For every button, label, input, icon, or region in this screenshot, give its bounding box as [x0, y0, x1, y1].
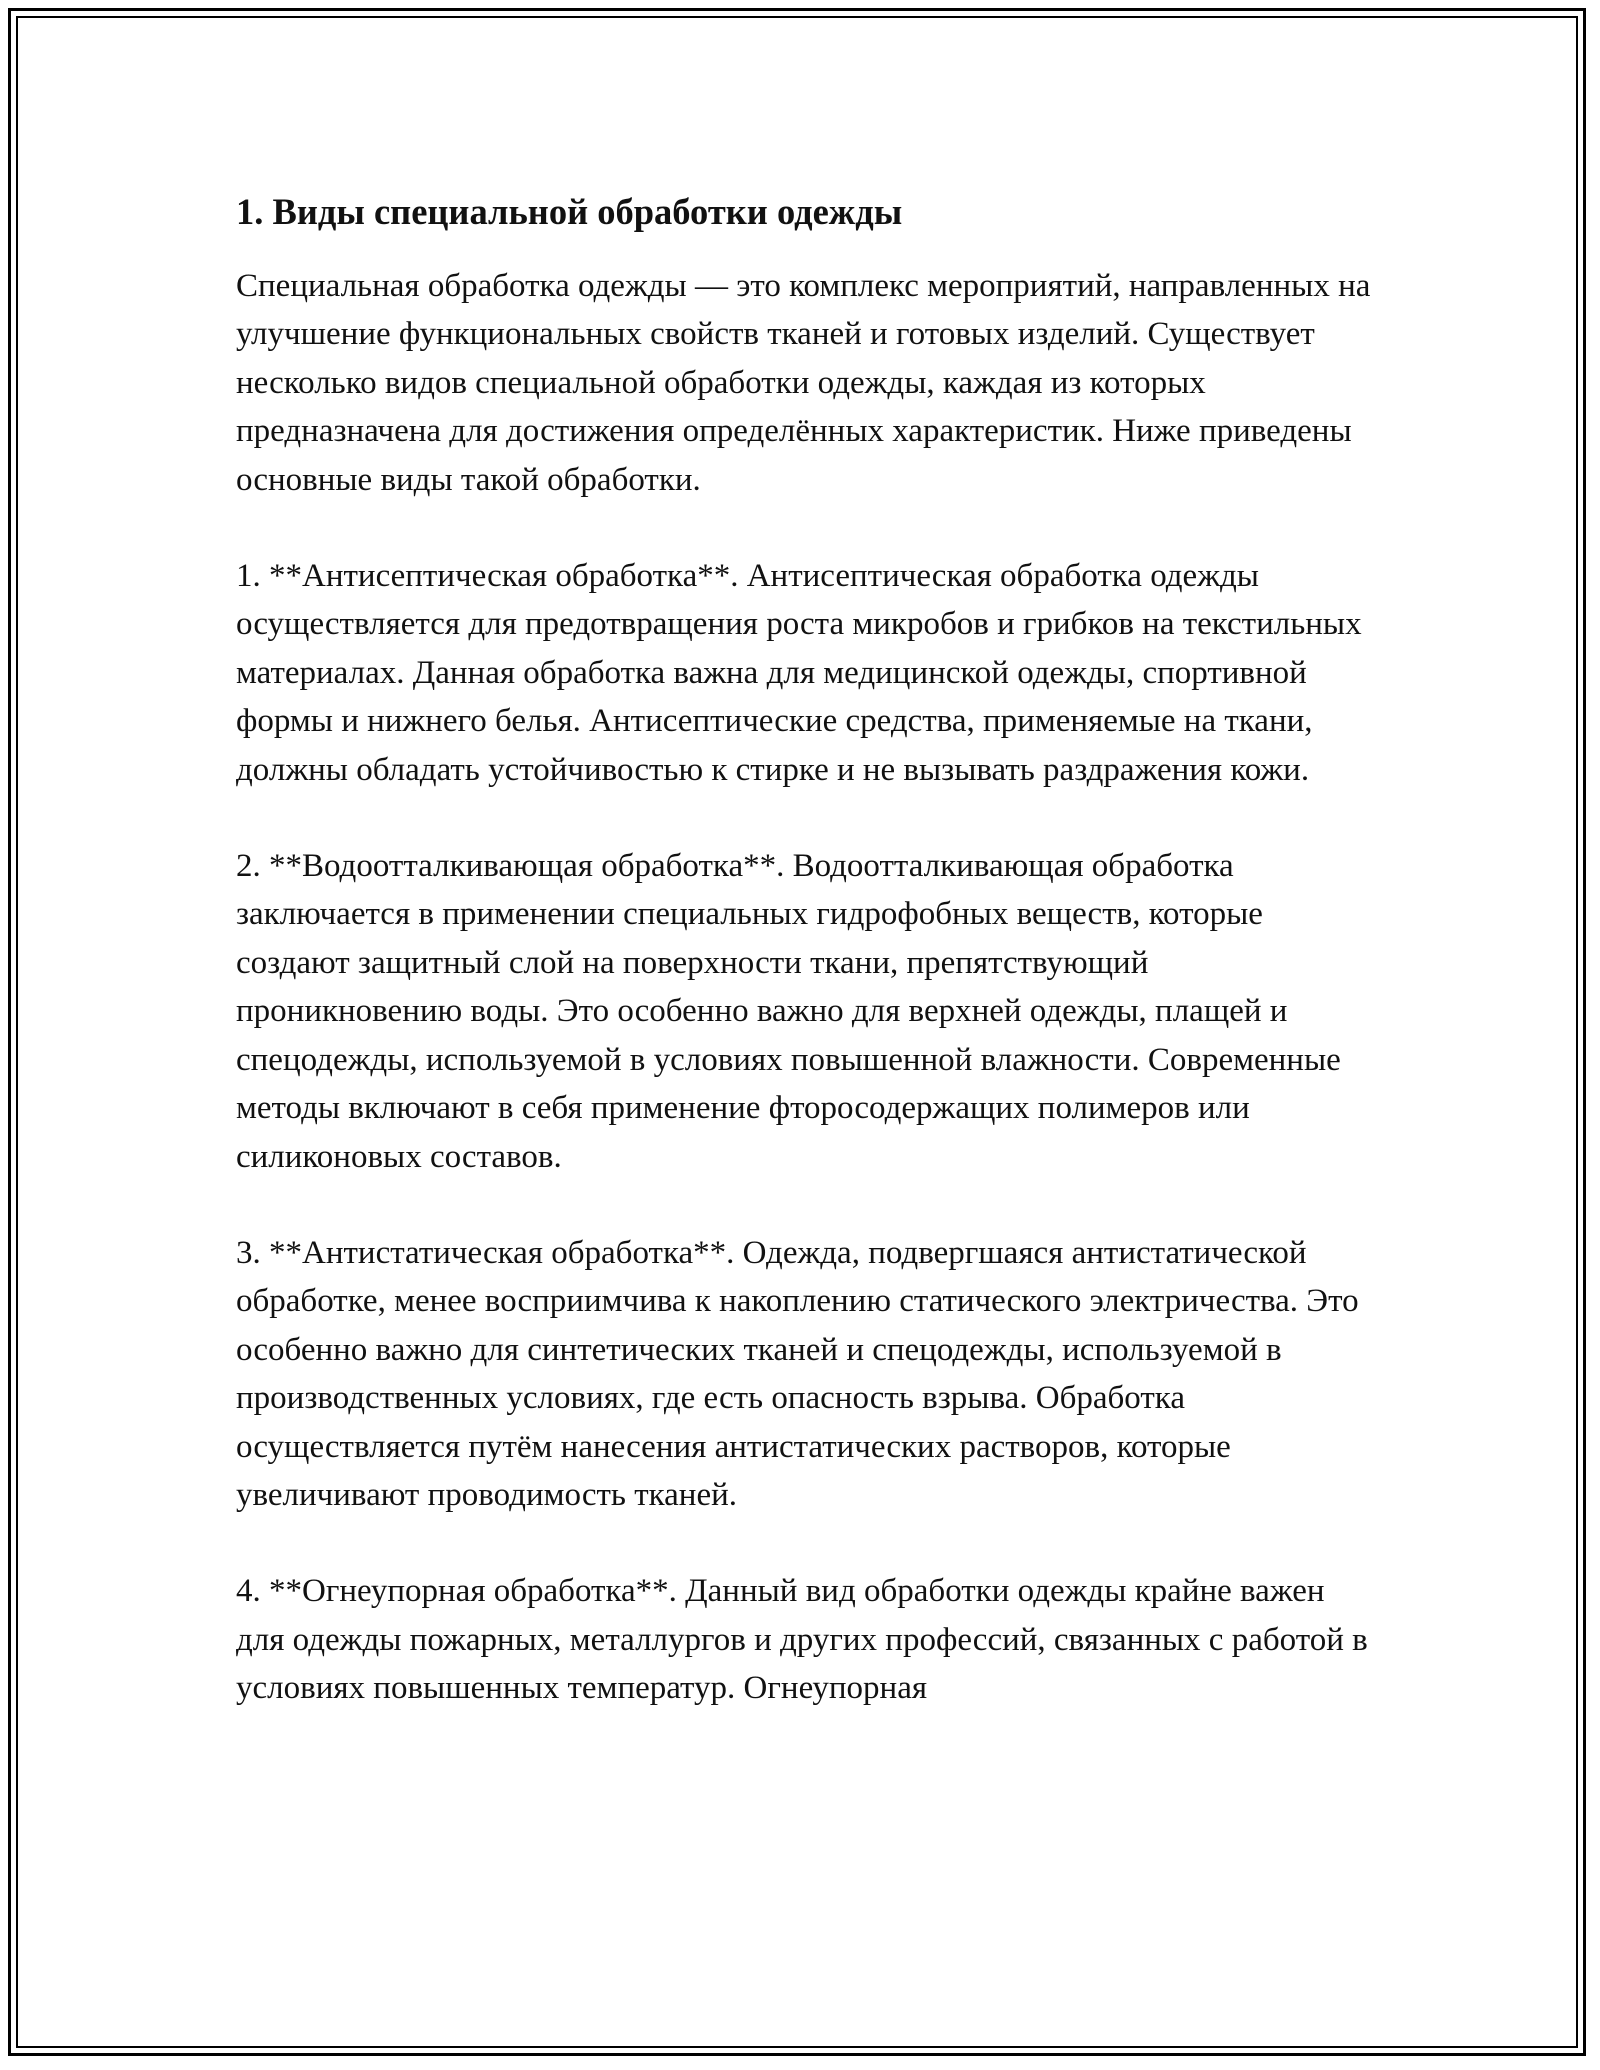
document-body — [236, 188, 1376, 1761]
water-repellent-paragraph: 2. **Водоотталкивающая обработка**. Водоотталкивающая обработка заключается в применении специальных гидрофобных веществ, которые создают защитный слой на поверхности ткани, препятствующий проникновению воды. Это особенно важно для верхней одежды, плащей и спецодежды, используемой в условиях повышенной влажности. Современные методы включают в себя применение фторосодержащих полимеров или силиконовых составов. — [236, 848, 1341, 1175]
section-heading: 1. Виды специальной обработки одежды — [236, 191, 903, 232]
fireproof-paragraph: 4. **Огнеупорная обработка**. Данный вид обработки одежды крайне важен для одежды пожарных, металлургов и других профессий, связанных с работой в условиях повышенных температур. Огнеупорная — [236, 1573, 1368, 1707]
antiseptic-paragraph: 1. **Антисептическая обработка**. Антисептическая обработка одежды осуществляется для предотвращения роста микробов и грибков на текстильных материалах. Данная обработка важна для медицинской одежды, спортивной формы и нижнего белья. Антисептические средства, применяемые на ткани, должны обладать устойчивостью к стирке и не вызывать раздражения кожи. — [236, 558, 1362, 788]
intro-paragraph: Специальная обработка одежды — это комплекс мероприятий, направленных на улучшение функциональных свойств тканей и готовых изделий. Существует несколько видов специальной обработки одежды, каждая из которых предназначена для достижения определённых характеристик. Ниже приведены основные виды такой обработки. — [236, 268, 1371, 498]
antistatic-paragraph: 3. **Антистатическая обработка**. Одежда, подвергшаяся антистатической обработке, менее восприимчива к накоплению статического электричества. Это особенно важно для синтетических тканей и спецодежды, используемой в производственных условиях, где есть опасность взрыва. Обработка осуществляется путём нанесения антистатических растворов, которые увеличивают проводимость тканей. — [236, 1234, 1359, 1513]
